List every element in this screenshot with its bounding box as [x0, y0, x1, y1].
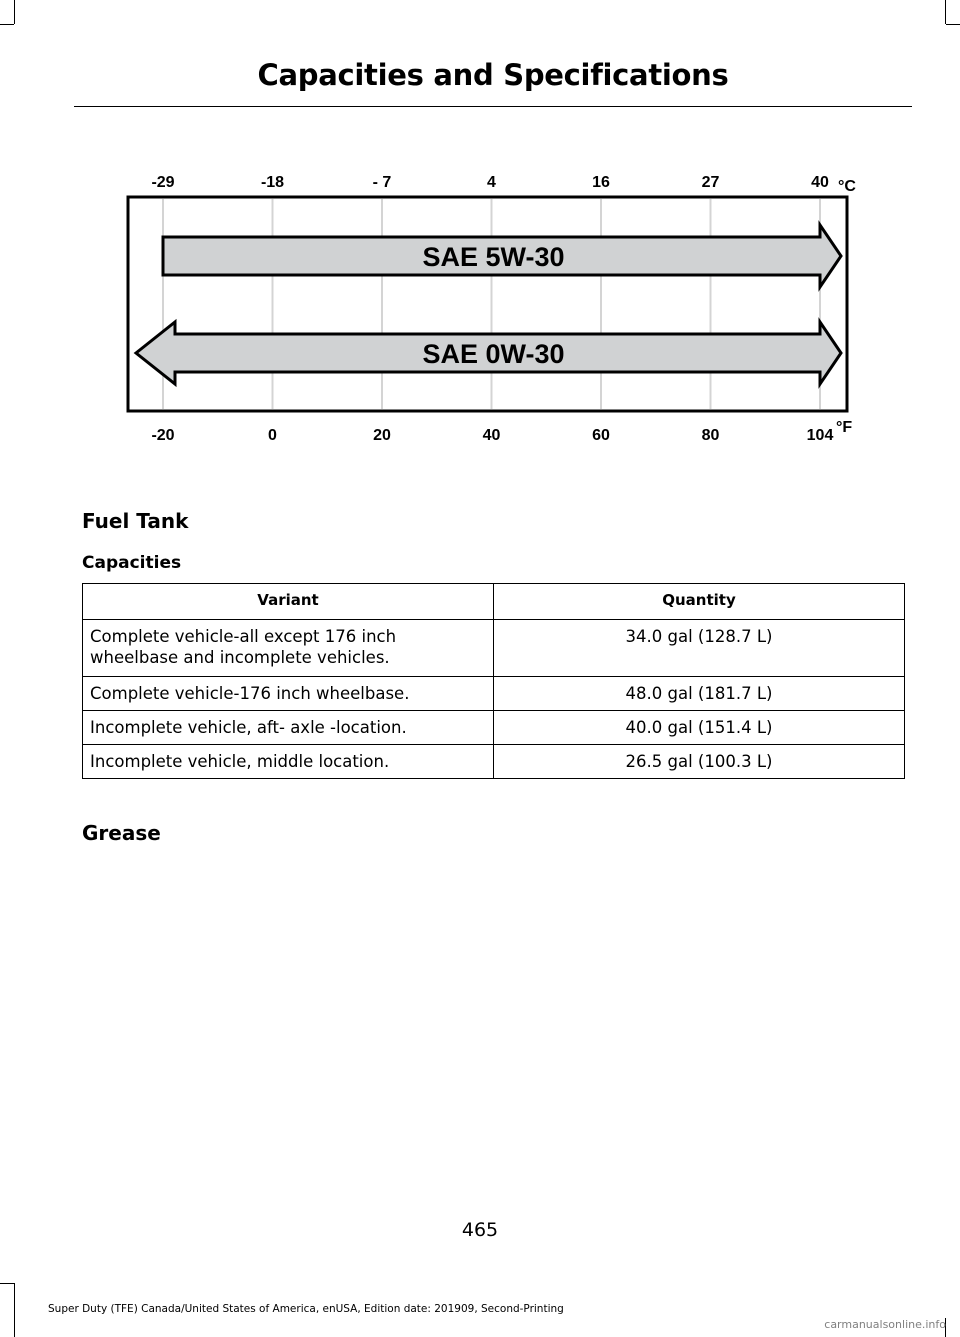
fahrenheit-tick-label: 20 [373, 427, 391, 444]
quantity-cell: 48.0 gal (181.7 L) [494, 677, 905, 711]
fahrenheit-tick-label: 104 [806, 427, 834, 444]
variant-cell: Incomplete vehicle, aft- axle -location. [83, 711, 494, 745]
chart-frame [128, 197, 847, 411]
table-row [83, 620, 905, 677]
table-row [83, 711, 905, 745]
grease-heading: Grease [82, 821, 161, 845]
celsius-tick-label: 4 [487, 174, 496, 191]
table-row [83, 677, 905, 711]
fahrenheit-tick-label: 0 [268, 427, 277, 444]
fahrenheit-tick-label: 60 [592, 427, 610, 444]
quantity-cell: 26.5 gal (100.3 L) [494, 745, 905, 779]
variant-cell: Incomplete vehicle, middle location. [83, 745, 494, 779]
edition-footer: Super Duty (TFE) Canada/United States of America, enUSA, Edition date: 201909, Second-Printing [48, 1303, 564, 1315]
viscosity-band-label: SAE 5W-30 [422, 242, 565, 272]
crop-mark [14, 0, 15, 24]
fahrenheit-tick-label: 80 [701, 427, 720, 444]
fahrenheit-tick-label: -20 [151, 427, 175, 444]
celsius-tick-label: -18 [260, 174, 285, 191]
celsius-tick-label: 40 [811, 174, 829, 191]
celsius-tick-label: - 7 [372, 174, 392, 191]
column-header-quantity: Quantity [494, 584, 905, 620]
celsius-tick-label: -29 [151, 174, 175, 191]
quantity-cell: 40.0 gal (151.4 L) [494, 711, 905, 745]
page-number: 465 [461, 1219, 499, 1241]
crop-mark [0, 24, 14, 25]
variant-line: Complete vehicle-all except 176 inch [90, 627, 397, 646]
viscosity-band-label: SAE 0W-30 [422, 339, 565, 369]
title-divider [74, 106, 912, 107]
fuel-capacity-table [82, 583, 905, 779]
watermark: carmanualsonline.info [824, 1318, 946, 1331]
celsius-tick-label: 27 [701, 174, 720, 191]
variant-cell: Complete vehicle-176 inch wheelbase. [83, 677, 494, 711]
capacities-subheading: Capacities [82, 553, 182, 573]
column-header-variant: Variant [83, 584, 494, 620]
fuel-tank-heading: Fuel Tank [82, 509, 189, 533]
table-row [83, 745, 905, 779]
celsius-tick-label: 16 [592, 174, 610, 191]
crop-mark [14, 1283, 15, 1337]
crop-mark [0, 1283, 14, 1284]
crop-mark [945, 0, 946, 24]
table-header-row [83, 584, 905, 620]
quantity-cell: 34.0 gal (128.7 L) [494, 620, 905, 677]
oil-viscosity-chart [120, 160, 860, 450]
variant-cell [83, 620, 494, 677]
page-title: Capacities and Specifications [257, 58, 729, 92]
crop-mark [946, 24, 960, 25]
fahrenheit-tick-label: 40 [482, 427, 501, 444]
celsius-unit-label: °C [838, 178, 856, 195]
variant-line: wheelbase and incomplete vehicles. [90, 648, 390, 667]
fahrenheit-unit-label: °F [836, 419, 853, 436]
